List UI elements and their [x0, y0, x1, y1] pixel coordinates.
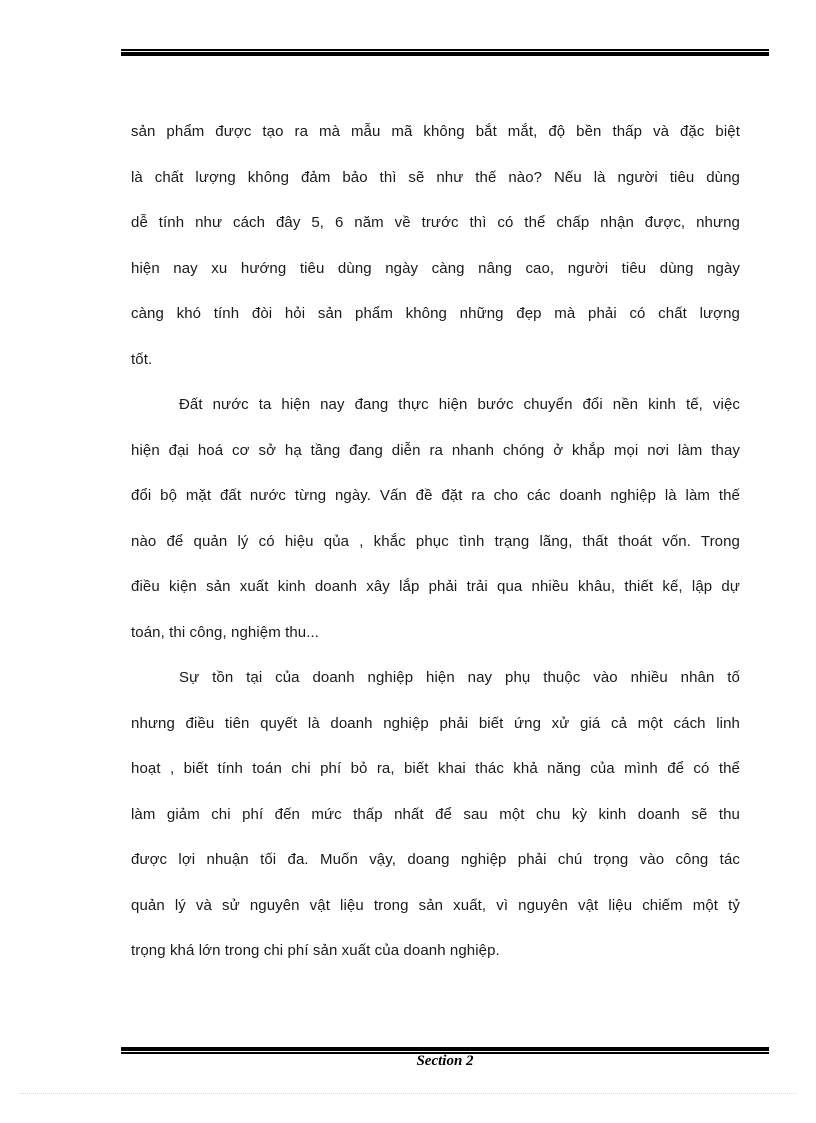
- paragraph-2-line-2: hiện đại hoá cơ sở hạ tầng đang diễn ra nhanh chóng ở khắp mọi nơi làm thay: [131, 441, 740, 459]
- paragraph-3-line-4: làm giảm chi phí đến mức thấp nhất để sau một chu kỳ kinh doanh sẽ thu: [131, 805, 740, 823]
- body-text: [131, 117, 740, 982]
- paragraph-2-line-5: điều kiện sản xuất kinh doanh xây lắp phải trải qua nhiều khâu, thiết kế, lập dự: [131, 578, 740, 595]
- paragraph-2-line-1: Đất nước ta hiện nay đang thực hiện bước chuyển đổi nền kinh tế, việc: [179, 396, 740, 413]
- paragraph-1-line-4: hiện nay xu hướng tiêu dùng ngày càng nâng cao, người tiêu dùng ngày: [131, 259, 740, 277]
- paragraph-1-line-1: sản phẩm được tạo ra mà mẫu mã không bắt mắt, độ bền thấp và đặc biệt: [131, 123, 740, 140]
- paragraph-3-line-1: Sự tồn tại của doanh nghiệp hiện nay phụ thuộc vào nhiều nhân tố: [179, 669, 740, 686]
- paragraph-3-line-5: được lợi nhuận tối đa. Muốn vậy, doang nghiệp phải chú trọng vào công tác: [131, 851, 740, 868]
- header-rule: [121, 49, 769, 56]
- paragraph-3-line-2: nhưng điều tiên quyết là doanh nghiệp phải biết ứng xử giá cả một cách linh: [131, 714, 740, 732]
- paragraph-2-line-4: nào để quản lý có hiệu qủa , khắc phục tình trạng lãng, thất thoát vốn. Trong: [131, 532, 740, 550]
- paragraph-1-line-3: dễ tính như cách đây 5, 6 năm về trước thì có thể chấp nhận được, nhưng: [131, 214, 740, 231]
- paragraph-2-line-3: đổi bộ mặt đất nước từng ngày. Vấn đề đặt ra cho các doanh nghiệp là làm thế: [131, 487, 740, 504]
- paragraph-1-line-6: tốt.: [131, 350, 153, 368]
- footer-section-label: Section 2: [416, 1053, 474, 1069]
- paragraph-1-line-2: là chất lượng không đảm bảo thì sẽ như thế nào? Nếu là người tiêu dùng: [131, 168, 740, 186]
- paragraph-3-line-7: trọng khá lớn trong chi phí sản xuất của doanh nghiệp.: [131, 942, 500, 959]
- paragraph-3-line-3: hoạt , biết tính toán chi phí bỏ ra, biết khai thác khả năng của mình để có thể: [131, 760, 740, 777]
- paragraph-1-line-5: càng khó tính đòi hỏi sản phẩm không những đẹp mà phải có chất lượng: [131, 305, 740, 322]
- paragraph-2-line-6: toán, thi công, nghiệm thu...: [131, 623, 320, 641]
- paragraph-3-line-6: quản lý và sử nguyên vật liệu trong sản xuất, vì nguyên vật liệu chiếm một tỷ: [131, 896, 740, 914]
- page-edge-divider: [20, 1093, 796, 1094]
